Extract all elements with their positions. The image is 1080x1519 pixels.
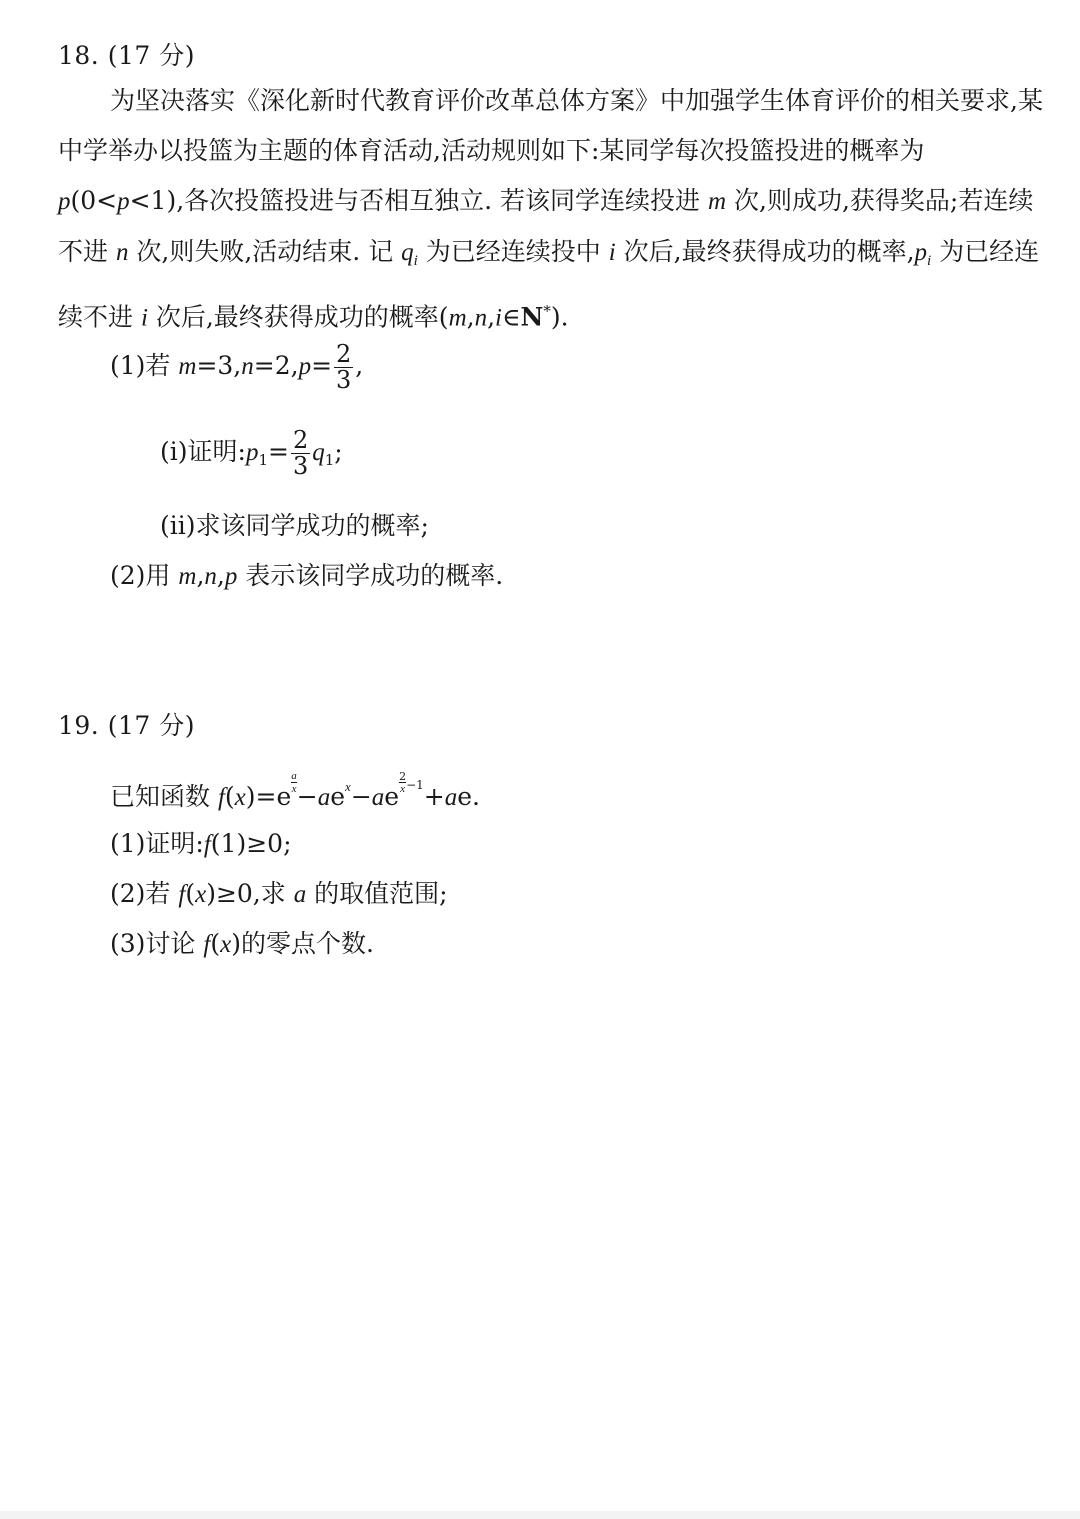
problem-18-part-2: (2)用 m,n,p 表示该同学成功的概率. — [110, 561, 504, 590]
problem-18-part-1: (1)若 m=3,n=2,p= $\frac{2}{3}$ , — [110, 340, 364, 395]
problem-19-part-1: (1)证明:f(1)≥0; — [110, 829, 292, 858]
problem-19-part-3: (3)讨论 f(x)的零点个数. — [110, 929, 374, 958]
problem-18-intro: 为坚决落实《深化新时代教育评价改革总体方案》中加强学生体育评价的相关要求,某中学举办以投篮为主题的体育活动,活动规则如下:某同学每次投篮投进的概率为 p(0<p<1),各次投篮投进与否相互独立. 若该同学连续投进 m 次,则成功,获得奖品;若连续不进 n 次,则失败,活动结束. 记 $q_i$ 为已经连续投中 i 次后,最终获得成功的概率$,p_i$ 为已经连续不进 i 次后,最终获得成功的概率(m,n,i∈N*). — [58, 86, 1043, 332]
problem-18-part-1-i: (i)证明$:p_1=$ $\frac{2}{3}$ $q_1$; — [160, 426, 343, 481]
page-bottom-edge — [0, 1511, 1080, 1519]
problem-19-part-2: (2)若 f(x)≥0,求 a 的取值范围; — [110, 879, 448, 908]
problem-18-part-1-ii: (ii)求该同学成功的概率; — [160, 511, 429, 540]
problem-19-intro: 已知函数 f(x)=e $\frac{a}{x}$ $-ae^x-ae$ $\frac{2}{x}$ −1+ae. — [110, 769, 480, 811]
problem-18-heading: 18. (17 分) — [58, 41, 195, 70]
problem-19-heading: 19. (17 分) — [58, 711, 195, 740]
